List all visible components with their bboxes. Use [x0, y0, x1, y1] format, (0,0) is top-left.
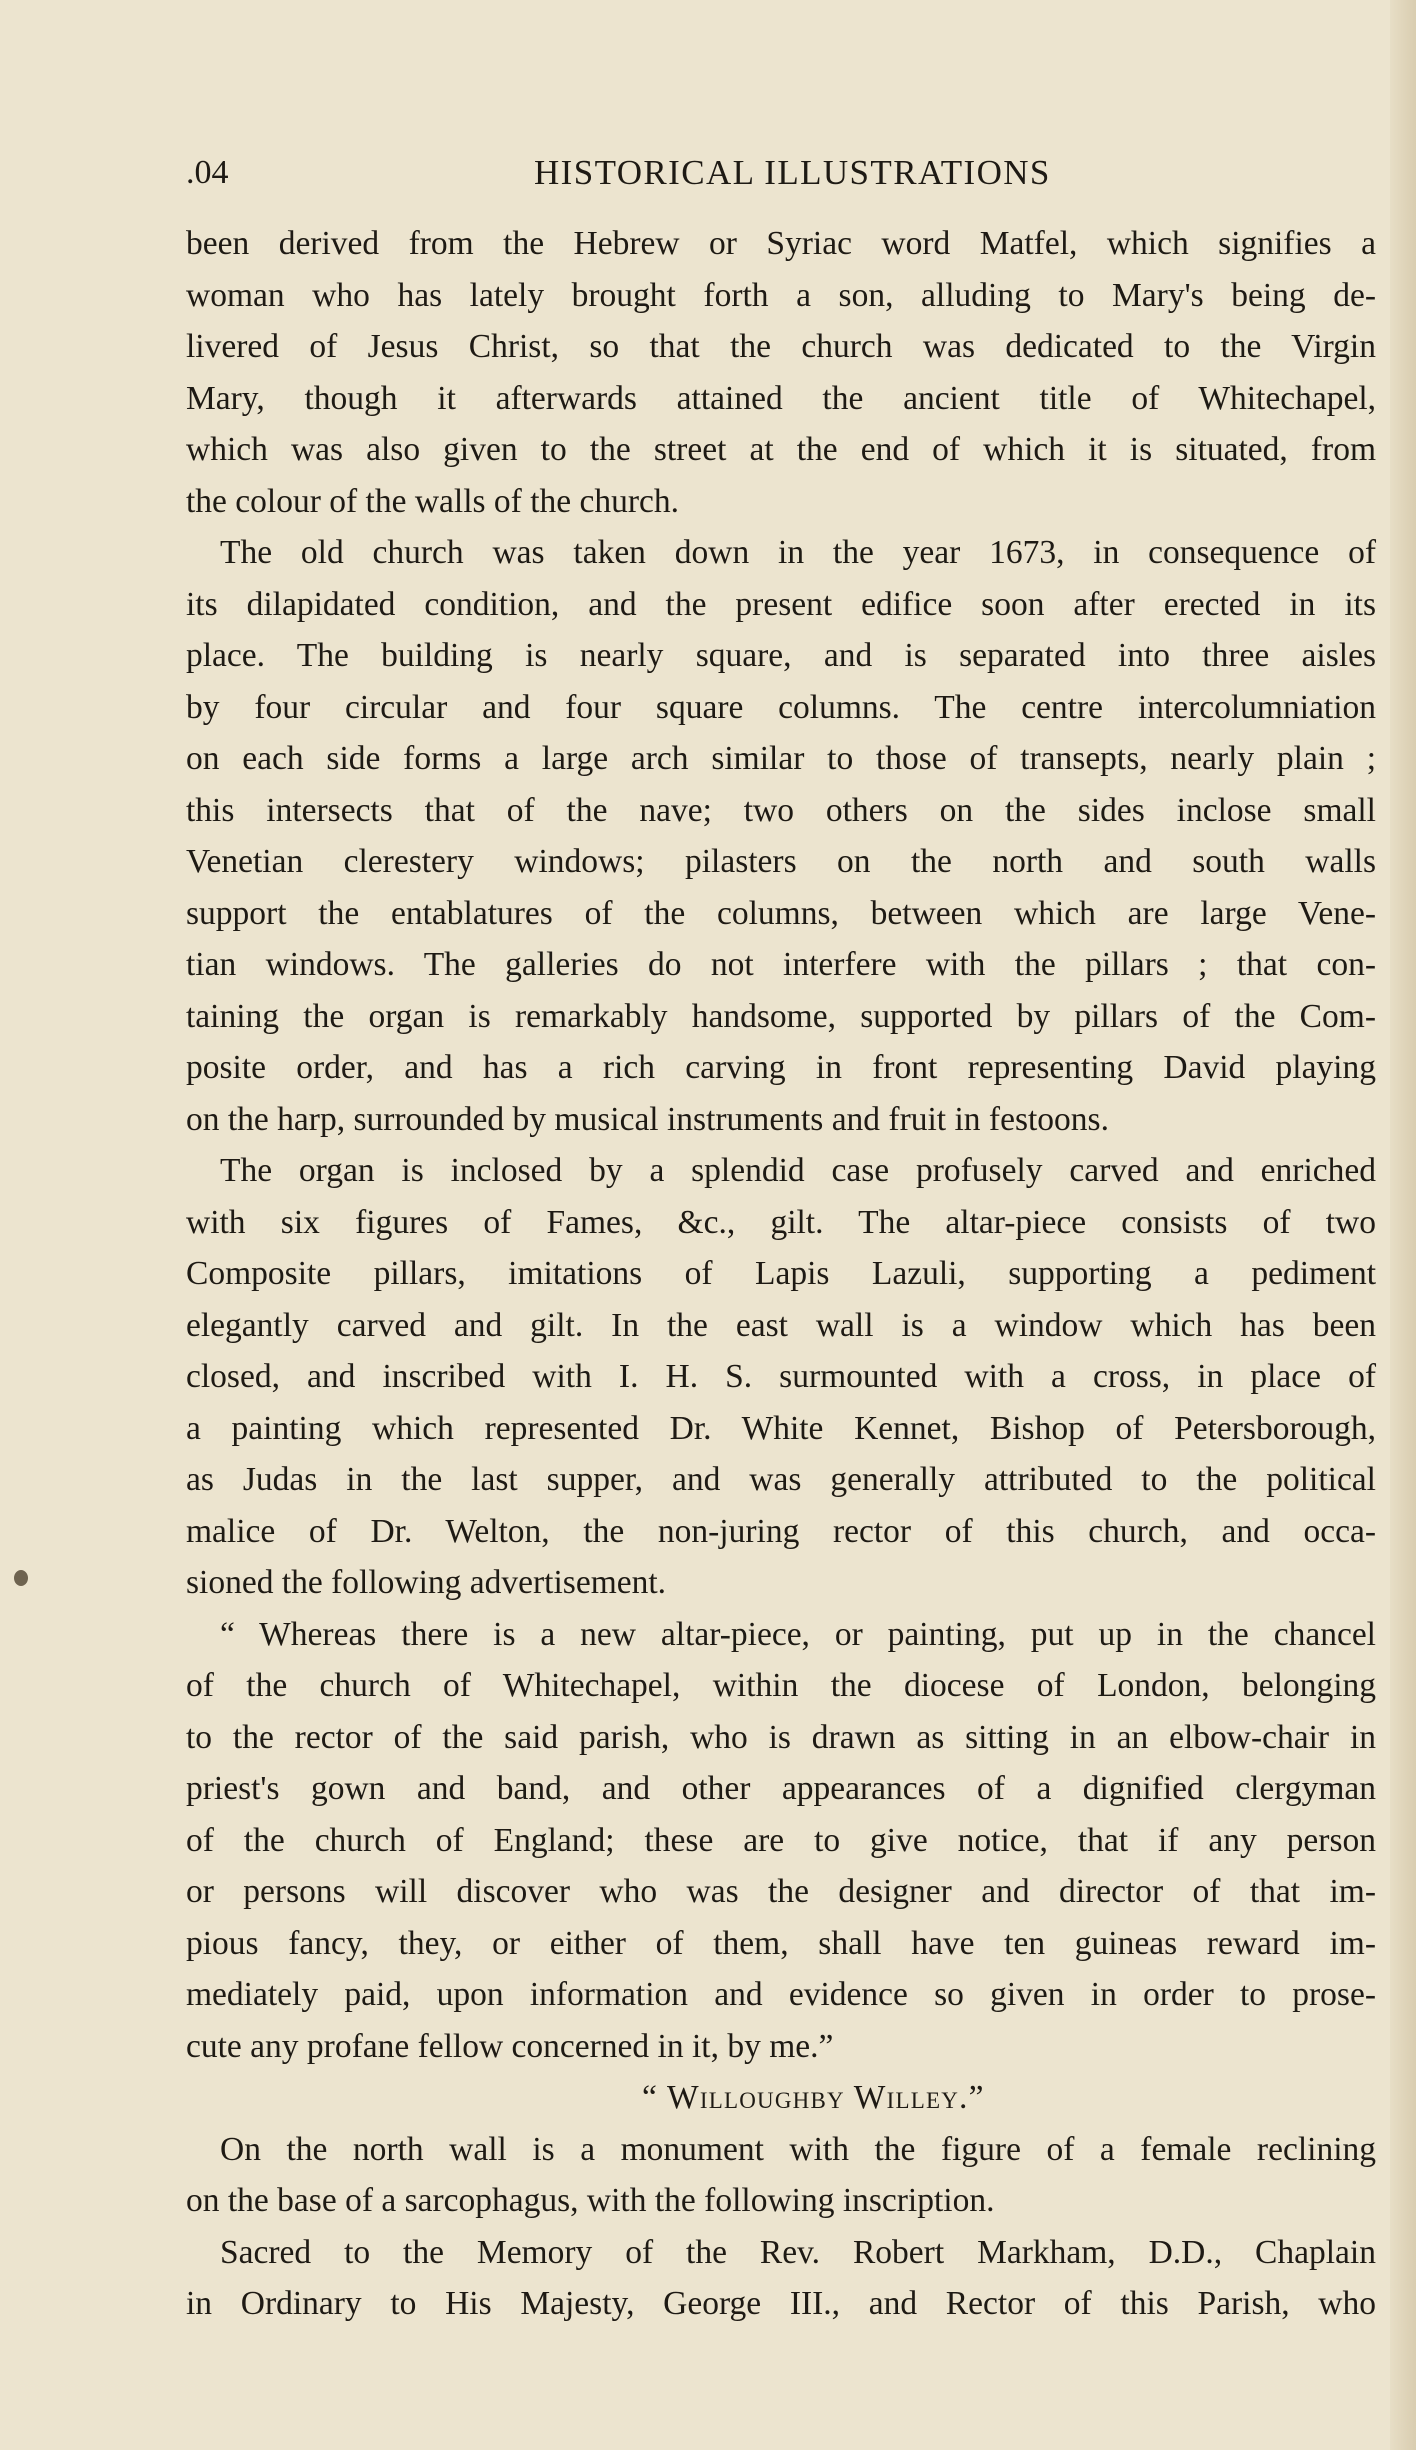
text-line: place. The building is nearly square, and is separated into three aisles	[186, 637, 1376, 674]
text-line: On the north wall is a monument with the figure of a female reclining	[220, 2130, 1376, 2168]
quote-line: of the church of Whitechapel, within the diocese of London, belonging	[186, 1667, 1376, 1704]
text-line: posite order, and has a rich carving in front representing David playing	[186, 1049, 1376, 1086]
text-line: with six figures of Fames, &c., gilt. The altar-piece consists of two	[186, 1203, 1376, 1241]
text-line: sioned the following advertisement.	[186, 1564, 667, 1601]
text-line: on the base of a sarcophagus, with the following inscription.	[186, 2182, 995, 2219]
text-line: livered of Jesus Christ, so that the church was dedicated to the Virgin	[186, 328, 1376, 365]
quote-line: mediately paid, upon information and evidence so given in order to prose-	[186, 1976, 1376, 2013]
quote-line: priest's gown and band, and other appearances of a dignified clergyman	[186, 1770, 1376, 1807]
quote-line: or persons will discover who was the designer and director of that im-	[186, 1873, 1376, 1910]
text-line: tian windows. The galleries do not interfere with the pillars ; that con-	[186, 946, 1376, 983]
ink-spot	[14, 1570, 28, 1586]
page-edge-shadow	[1390, 0, 1416, 2450]
text-line: on the harp, surrounded by musical instruments and fruit in festoons.	[186, 1100, 1109, 1138]
text-line: the colour of the walls of the church.	[186, 482, 680, 520]
text-line: by four circular and four square columns. The centre intercolumniation	[186, 688, 1376, 726]
text-line: Venetian clerestery windows; pilasters on the north and south walls	[186, 843, 1376, 880]
quote-line: cute any profane fellow concerned in it, by me.”	[186, 2027, 834, 2065]
text-line: as Judas in the last supper, and was generally attributed to the political	[186, 1461, 1376, 1498]
signature-line	[186, 2072, 1376, 2124]
signature-name: “ Willoughby Willey.”	[642, 2079, 985, 2116]
running-title: HISTORICAL ILLUSTRATIONS	[534, 153, 1051, 192]
quote-line: of the church of England; these are to give notice, that if any person	[186, 1821, 1376, 1859]
text-line: on each side forms a large arch similar to those of transepts, nearly plain ;	[186, 740, 1376, 777]
text-line: woman who has lately brought forth a son, alluding to Mary's being de-	[186, 276, 1376, 314]
page-number: .04	[186, 154, 229, 191]
body-text	[186, 218, 1376, 2330]
text-line: malice of Dr. Welton, the non-juring rector of this church, and occa-	[186, 1512, 1376, 1550]
text-line: in Ordinary to His Majesty, George III., and Rector of this Parish, who	[186, 2285, 1376, 2322]
text-line: taining the organ is remarkably handsome, supported by pillars of the Com-	[186, 997, 1376, 1035]
page-header	[186, 148, 1376, 198]
text-line: a painting which represented Dr. White Kennet, Bishop of Petersborough,	[186, 1409, 1376, 1447]
text-line: Sacred to the Memory of the Rev. Robert Markham, D.D., Chaplain	[220, 2233, 1376, 2271]
text-line: support the entablatures of the columns, between which are large Vene-	[186, 894, 1376, 932]
text-line: Composite pillars, imitations of Lapis Lazuli, supporting a pediment	[186, 1255, 1376, 1292]
text-line: The old church was taken down in the year 1673, in consequence of	[220, 534, 1376, 571]
text-line: closed, and inscribed with I. H. S. surmounted with a cross, in place of	[186, 1358, 1376, 1395]
text-line: Mary, though it afterwards attained the ancient title of Whitechapel,	[186, 379, 1376, 417]
text-line: this intersects that of the nave; two others on the sides inclose small	[186, 791, 1376, 829]
text-line: elegantly carved and gilt. In the east wall is a window which has been	[186, 1306, 1376, 1344]
text-line: its dilapidated condition, and the present edifice soon after erected in its	[186, 585, 1376, 623]
quote-line: “ Whereas there is a new altar-piece, or painting, put up in the chancel	[220, 1615, 1376, 1653]
text-line: been derived from the Hebrew or Syriac word Matfel, which signifies a	[186, 225, 1376, 262]
quote-line: pious fancy, they, or either of them, shall have ten guineas reward im-	[186, 1924, 1376, 1962]
text-line: The organ is inclosed by a splendid case profusely carved and enriched	[220, 1152, 1376, 1189]
text-line: which was also given to the street at the end of which it is situated, from	[186, 431, 1376, 468]
quote-line: to the rector of the said parish, who is drawn as sitting in an elbow-chair in	[186, 1718, 1376, 1756]
